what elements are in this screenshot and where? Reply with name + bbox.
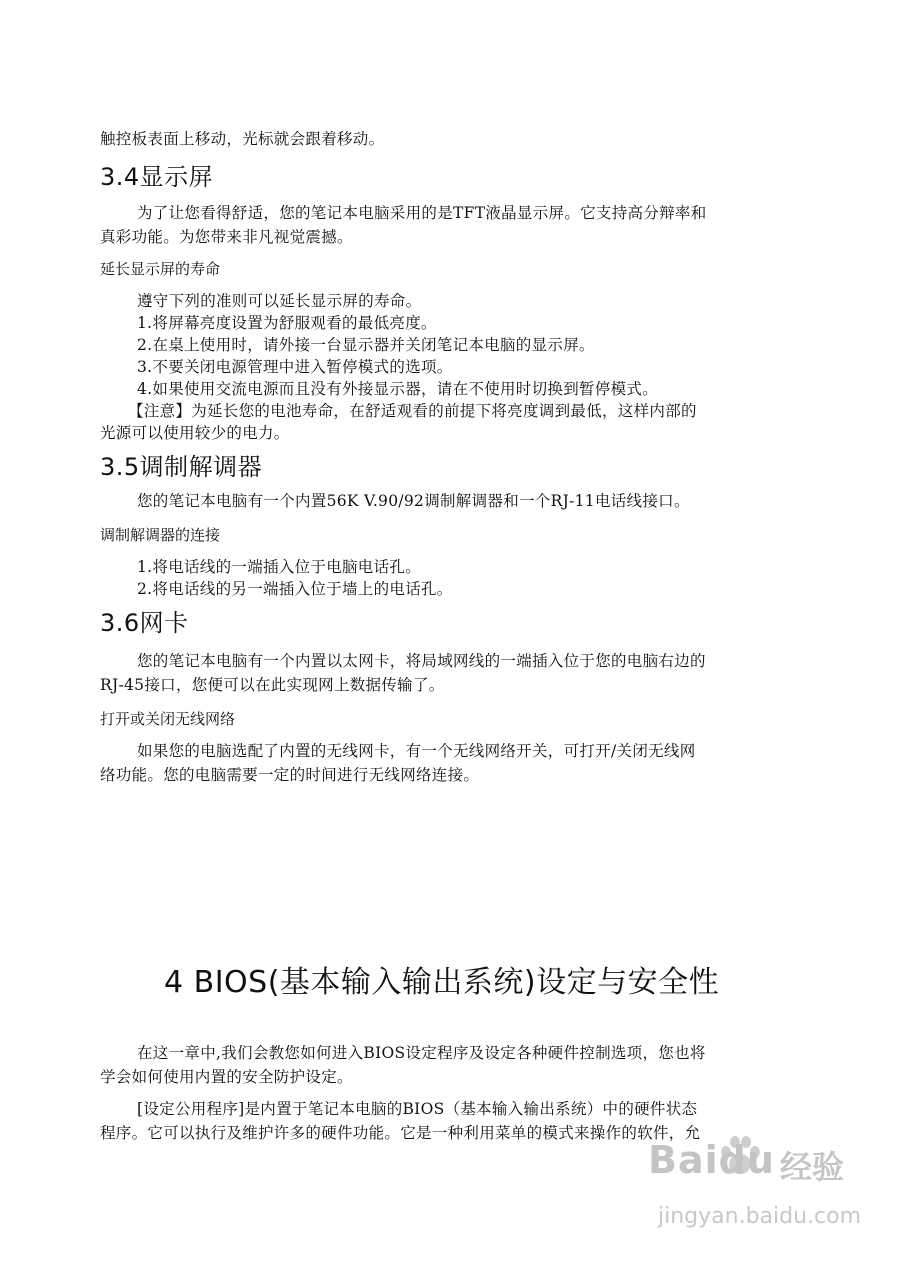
paragraph-line: 为了让您看得舒适，您的笔记本电脑采用的是TFT液晶显示屏。它支持高分辩率和 bbox=[137, 204, 707, 222]
watermark-logo: Baidu bbox=[648, 1138, 775, 1182]
paragraph-line: 在这一章中,我们会教您如何进入BIOS设定程序及设定各种硬件控制选项，您也将 bbox=[137, 1044, 706, 1062]
paragraph-line: 您的笔记本电脑有一个内置以太网卡，将局域网线的一端插入位于您的电脑右边的 bbox=[137, 652, 706, 670]
paragraph-line: 您的笔记本电脑有一个内置56K V.90/92调制解调器和一个RJ-11电话线接口。 bbox=[137, 492, 690, 510]
paragraph-line: 络功能。您的电脑需要一定的时间进行无线网络连接。 bbox=[100, 766, 480, 784]
list-item: 2.将电话线的另一端插入位于墙上的电话孔。 bbox=[137, 580, 453, 598]
paragraph-line: 遵守下列的准则可以延长显示屏的寿命。 bbox=[137, 292, 422, 310]
note-line: 光源可以使用较少的电力。 bbox=[100, 424, 290, 442]
subsection-heading: 调制解调器的连接 bbox=[100, 526, 221, 544]
list-item: 2.在桌上使用时，请外接一台显示器并关闭笔记本电脑的显示屏。 bbox=[137, 336, 595, 354]
list-item: 4.如果使用交流电源而且没有外接显示器，请在不使用时切换到暂停模式。 bbox=[137, 380, 658, 398]
section-heading-3-4: 3.4显示屏 bbox=[100, 163, 214, 191]
section-heading-3-5: 3.5调制解调器 bbox=[100, 453, 263, 481]
paragraph-line: 学会如何使用内置的安全防护设定。 bbox=[100, 1068, 353, 1086]
subsection-heading: 打开或关闭无线网络 bbox=[100, 710, 236, 728]
section-heading-3-6: 3.6网卡 bbox=[100, 609, 189, 637]
subsection-heading: 延长显示屏的寿命 bbox=[100, 260, 221, 278]
paragraph-line: 程序。它可以执行及维护许多的硬件功能。它是一种利用菜单的模式来操作的软件，允 bbox=[100, 1124, 701, 1142]
baidu-jingyan-watermark bbox=[640, 1138, 880, 1263]
chapter-heading-4: 4 BIOS(基本输入输出系统)设定与安全性 bbox=[164, 965, 720, 1000]
watermark-cn: 经验 bbox=[780, 1148, 845, 1186]
watermark-url: jingyan.baidu.com bbox=[658, 1204, 862, 1229]
note-line: 【注意】为延长您的电池寿命，在舒适观看的前提下将亮度调到最低，这样内部的 bbox=[128, 402, 697, 420]
list-item: 1.将屏幕亮度设置为舒服观看的最低亮度。 bbox=[137, 314, 437, 332]
paragraph-line: 如果您的电脑选配了内置的无线网卡，有一个无线网络开关，可打开/关闭无线网 bbox=[137, 742, 696, 760]
paragraph-line: RJ-45接口，您便可以在此实现网上数据传输了。 bbox=[100, 676, 445, 694]
list-item: 3.不要关闭电源管理中进入暂停模式的选项。 bbox=[137, 358, 453, 376]
paragraph-line: 真彩功能。为您带来非凡视觉震撼。 bbox=[100, 228, 353, 246]
paragraph-line: 触控板表面上移动，光标就会跟着移动。 bbox=[100, 130, 385, 148]
paragraph-line: [设定公用程序]是内置于笔记本电脑的BIOS（基本输入输出系统）中的硬件状态 bbox=[137, 1100, 698, 1118]
list-item: 1.将电话线的一端插入位于电脑电话孔。 bbox=[137, 558, 421, 576]
